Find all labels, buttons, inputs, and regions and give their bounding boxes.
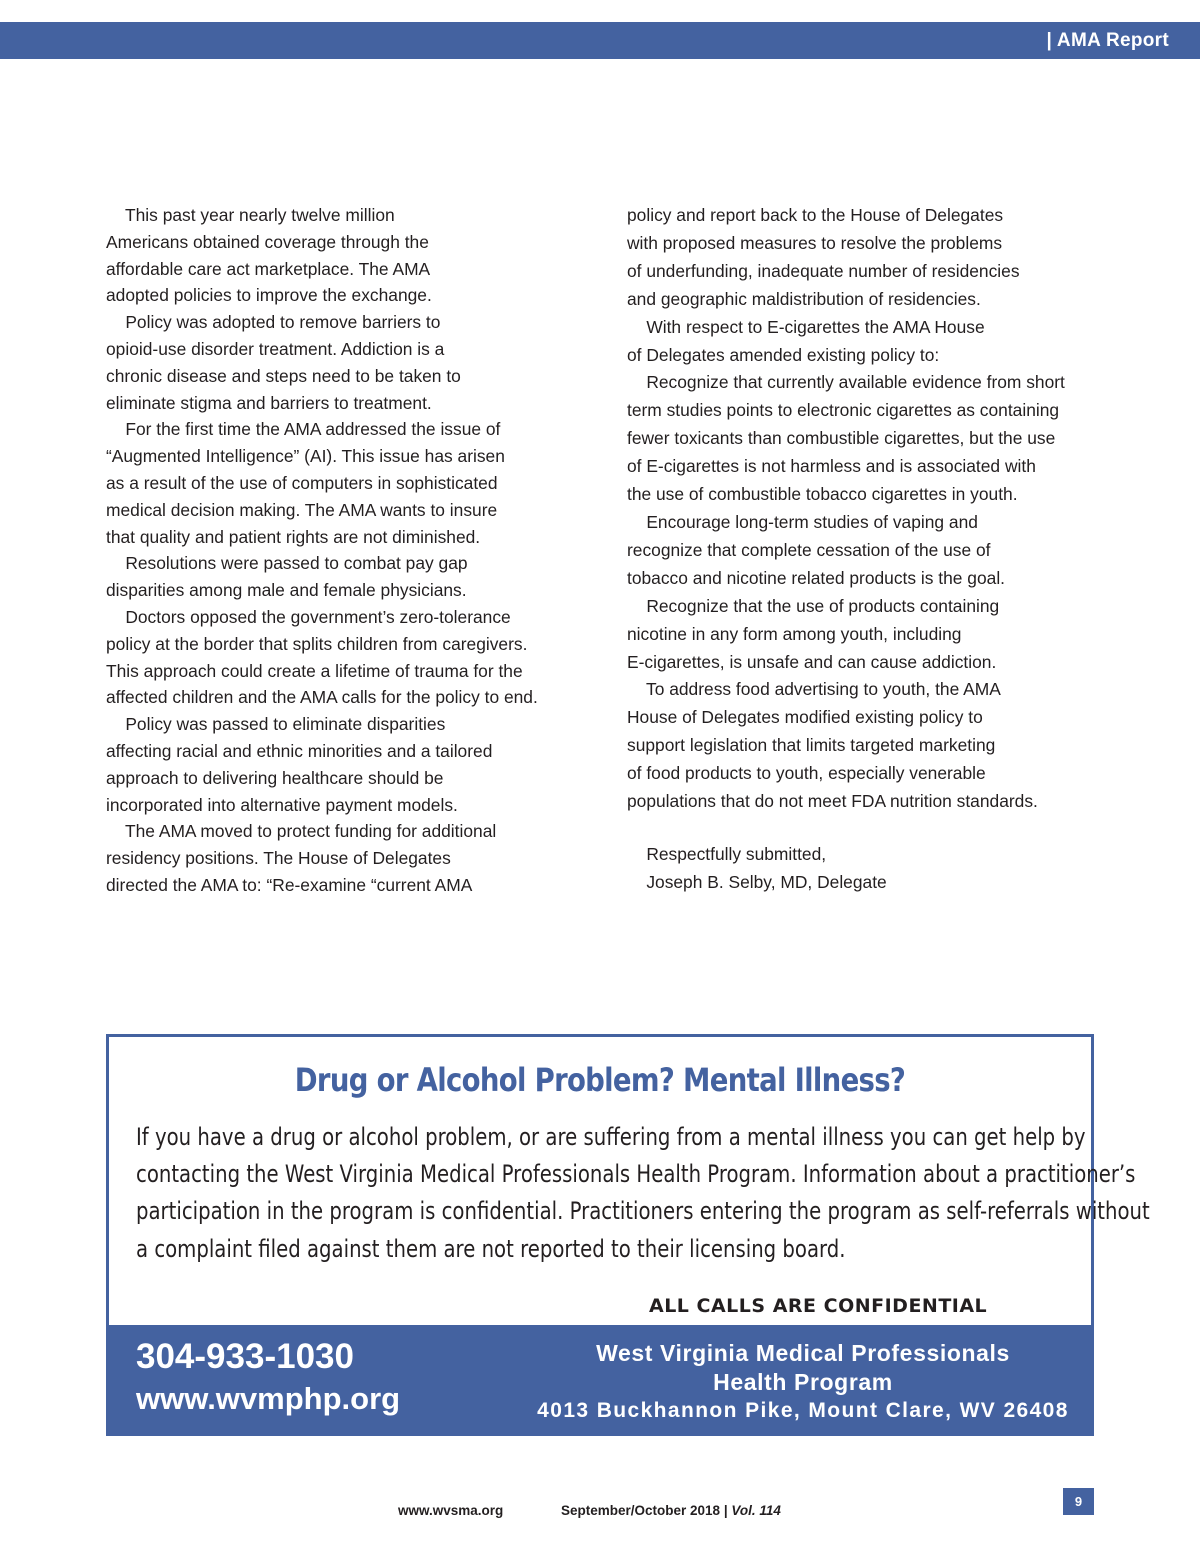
- article-line: of E-cigarettes is not harmless and is associated with: [627, 456, 1036, 477]
- article-line: nicotine in any form among youth, including: [627, 623, 962, 644]
- signature-block: [627, 841, 887, 897]
- article-line: disparities among male and female physicians.: [106, 580, 467, 601]
- article-line: E-cigarettes, is unsafe and can cause addiction.: [627, 651, 997, 672]
- page-number: 9: [1063, 1488, 1094, 1515]
- article-right-column: [627, 202, 1127, 816]
- article-line: Encourage long-term studies of vaping and: [627, 511, 978, 532]
- section-label: | AMA Report: [1046, 30, 1169, 51]
- article-line: incorporated into alternative payment models.: [106, 794, 458, 815]
- footer-volume: Vol. 114: [731, 1503, 781, 1518]
- ad-organization-name: [489, 1339, 1117, 1397]
- ad-address: 4013 Buckhannon Pike, Mount Clare, WV 26408: [537, 1399, 1069, 1422]
- article-line: the use of combustible tobacco cigarettes in youth.: [627, 484, 1018, 505]
- article-line: directed the AMA to: “Re-examine “current AMA: [106, 874, 473, 895]
- article-line: that quality and patient rights are not diminished.: [106, 526, 481, 547]
- signature-text: Joseph B. Selby, MD, Delegate: [627, 871, 887, 892]
- footer-site: www.wvsma.org: [398, 1503, 504, 1518]
- closing-text: Respectfully submitted,: [627, 844, 827, 864]
- article-line: support legislation that limits targeted marketing: [627, 735, 996, 756]
- ad-body-line: a complaint filed against them are not reported to their licensing board.: [136, 1234, 846, 1263]
- article-line: This past year nearly twelve million: [106, 205, 395, 225]
- article-line: recognize that complete cessation of the use of: [627, 539, 991, 560]
- article-line: Recognize that currently available evidence from short: [627, 372, 1065, 393]
- wvmphp-advertisement: [106, 1034, 1150, 1436]
- article-line: medical decision making. The AMA wants to insure: [106, 499, 498, 520]
- article-line: of underfunding, inadequate number of residencies: [627, 260, 1020, 281]
- article-line: Doctors opposed the government’s zero-tolerance: [106, 606, 511, 627]
- ad-body: [136, 1119, 1150, 1268]
- article-line: affected children and the AMA calls for the policy to end.: [106, 687, 538, 708]
- ad-body-line: contacting the West Virginia Medical Professionals Health Program. Information about a practitioner’s: [136, 1160, 1136, 1189]
- article-line: “Augmented Intelligence” (AI). This issue has arisen: [106, 446, 505, 467]
- article-line: residency positions. The House of Delegates: [106, 848, 451, 869]
- ad-website: www.wvmphp.org: [136, 1381, 401, 1416]
- article-line: adopted policies to improve the exchange.: [106, 285, 432, 306]
- article-line: populations that do not meet FDA nutrition standards.: [627, 791, 1038, 812]
- ad-phone-number: 304-933-1030: [136, 1337, 354, 1376]
- article-line: The AMA moved to protect funding for additional: [106, 821, 497, 842]
- header-band: [0, 22, 1200, 59]
- article-line: as a result of the use of computers in sophisticated: [106, 472, 498, 493]
- article-line: with proposed measures to resolve the problems: [627, 232, 1003, 253]
- article-line: eliminate stigma and barriers to treatment.: [106, 392, 432, 413]
- ad-body-line: participation in the program is confidential. Practitioners entering the program as self-referrals without: [136, 1197, 1150, 1226]
- article-line: of Delegates amended existing policy to:: [627, 344, 940, 365]
- ad-org-line-2: Health Program: [713, 1369, 893, 1395]
- article-line: fewer toxicants than combustible cigarettes, but the use: [627, 428, 1056, 449]
- article-line: affecting racial and ethnic minorities and a tailored: [106, 740, 493, 761]
- article-line: For the first time the AMA addressed the issue of: [106, 419, 501, 440]
- article-line: affordable care act marketplace. The AMA: [106, 258, 431, 279]
- ad-contact-band: [109, 1325, 1091, 1433]
- ad-confidential-note: ALL CALLS ARE CONFIDENTIAL: [649, 1295, 988, 1317]
- article-line: Americans obtained coverage through the: [106, 231, 429, 252]
- article-line: and geographic maldistribution of residencies.: [627, 288, 981, 309]
- article-line: Policy was passed to eliminate disparities: [106, 714, 446, 735]
- article-line: Policy was adopted to remove barriers to: [106, 312, 441, 333]
- footer-issue: [561, 1503, 781, 1518]
- ad-org-line-1: West Virginia Medical Professionals: [596, 1340, 1010, 1366]
- article-line: tobacco and nicotine related products is the goal.: [627, 567, 1006, 588]
- article-left-column: [106, 202, 586, 899]
- article-line: chronic disease and steps need to be taken to: [106, 365, 461, 386]
- article-line: This approach could create a lifetime of trauma for the: [106, 660, 523, 681]
- ad-body-line: If you have a drug or alcohol problem, or are suffering from a mental illness you can get help by: [136, 1123, 1086, 1151]
- ad-title: Drug or Alcohol Problem? Mental Illness?: [294, 1061, 906, 1099]
- article-line: of food products to youth, especially venerable: [627, 763, 986, 784]
- footer-issue-date: September/October 2018 |: [561, 1503, 732, 1518]
- article-line: policy at the border that splits children from caregivers.: [106, 633, 528, 654]
- article-line: opioid-use disorder treatment. Addiction is a: [106, 338, 445, 359]
- article-line: With respect to E-cigarettes the AMA House: [627, 316, 985, 337]
- article-line: To address food advertising to youth, the AMA: [627, 679, 1001, 700]
- article-line: Recognize that the use of products containing: [627, 595, 1000, 616]
- article-line: Resolutions were passed to combat pay gap: [106, 553, 468, 574]
- article-line: House of Delegates modified existing policy to: [627, 707, 983, 728]
- article-line: policy and report back to the House of Delegates: [627, 205, 1004, 225]
- article-line: term studies points to electronic cigarettes as containing: [627, 400, 1060, 421]
- article-line: approach to delivering healthcare should be: [106, 767, 444, 788]
